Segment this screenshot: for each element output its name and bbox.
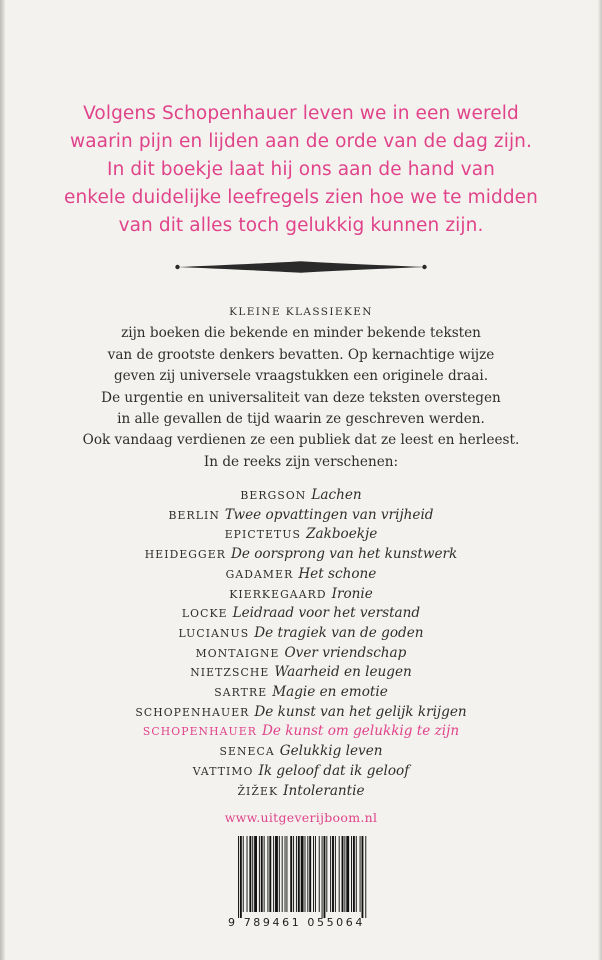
title-work: Ik geloof dat ik geloof [258, 762, 410, 779]
barcode-bar [247, 836, 248, 912]
barcode-bar [273, 836, 274, 912]
barcode-bar [342, 836, 344, 912]
barcode-bar [267, 836, 268, 912]
series-line: geven zij universele vraagstukken een originele draai. [113, 368, 489, 385]
title-work: Het schone [298, 565, 377, 582]
title-author: KIERKEGAARD [229, 587, 327, 601]
barcode-bar [313, 836, 314, 912]
title-author: VATTIMO [192, 764, 254, 778]
title-row [60, 506, 542, 526]
series-heading: KLEINE KLASSIEKEN [229, 306, 373, 318]
blurb-line: enkele duidelijke leefregels zien hoe we te midden [63, 187, 538, 208]
title-work: Lachen [311, 487, 362, 503]
barcode-bar [360, 836, 361, 912]
divider-ornament-icon [175, 258, 427, 276]
barcode-bar [307, 836, 308, 912]
barcode-bar [275, 836, 278, 912]
title-author: SCHOPENHAUER [142, 725, 257, 739]
title-row [60, 742, 542, 762]
blurb [40, 100, 562, 240]
barcode-bar [326, 836, 327, 912]
title-work: Leidraad voor het verstand [232, 605, 421, 622]
blurb-line: van dit alles toch gelukkig kunnen zijn. [118, 215, 484, 236]
title-author: GADAMER [225, 567, 294, 581]
title-list [60, 486, 542, 801]
barcode-bar [339, 836, 340, 912]
title-row [60, 624, 542, 644]
title-row [60, 545, 542, 565]
barcode-bar [305, 836, 306, 912]
series-line: De urgentie en universaliteit van deze teksten overstegen [101, 389, 501, 406]
blurb-line: Volgens Schopenhauer leven we in een wereld [83, 103, 519, 124]
title-work: Gelukkig leven [279, 743, 383, 760]
barcode-bar [252, 836, 253, 912]
barcode-bar [344, 836, 345, 912]
title-author: BERLIN [168, 508, 220, 522]
barcode-bar [332, 836, 334, 912]
title-row [60, 585, 542, 605]
barcode-bar [296, 836, 297, 912]
title-row [60, 703, 542, 723]
barcode-bar [259, 836, 260, 912]
title-row [60, 663, 542, 683]
title-row [60, 604, 542, 624]
title-author: SCHOPENHAUER [135, 705, 250, 719]
title-work: Ironie [331, 585, 373, 602]
barcode-bar [264, 836, 265, 912]
barcode-bar [254, 836, 257, 912]
title-work: Magie en emotie [272, 684, 388, 701]
barcode-bar [298, 836, 300, 912]
title-work: Twee opvattingen van vrijheid [224, 506, 434, 523]
barcode-bar [240, 836, 242, 918]
barcode-bar [238, 836, 239, 918]
barcode-bar [365, 836, 366, 918]
series-line: van de grootste denkers bevatten. Op kernachtige wijze [107, 346, 495, 363]
title-row [60, 782, 542, 802]
series-line: zijn boeken die bekende en minder bekende teksten [121, 325, 481, 342]
barcode-bar [362, 836, 364, 918]
title-author: BERGSON [240, 489, 307, 502]
title-work: De oorsprong van het kunstwerk [230, 546, 458, 563]
title-author: MONTAIGNE [195, 646, 280, 660]
title-author: SENECA [219, 745, 275, 759]
series-line: In de reeks zijn verschenen: [203, 453, 399, 470]
title-work: Over vriendschap [284, 644, 407, 661]
title-author: HEIDEGGER [144, 548, 226, 562]
publisher-url[interactable]: www.uitgeverijboom.nl [224, 810, 378, 825]
barcode-bar [315, 836, 316, 912]
isbn-digits: 9 789461 055064 [228, 916, 365, 929]
barcode-bar [356, 836, 357, 912]
barcode-bar [351, 836, 352, 912]
barcode-bar [330, 836, 331, 912]
title-work: Zakboekje [306, 526, 378, 543]
barcode-bar [293, 836, 294, 912]
barcode-bar [249, 836, 251, 912]
title-row [60, 525, 542, 545]
barcode-bar [279, 836, 280, 912]
title-author: NIETZSCHE [190, 666, 270, 680]
barcode-bar [286, 836, 287, 912]
barcode-bar [261, 836, 263, 912]
title-work: De kunst om gelukkig te zijn [261, 723, 460, 740]
title-work: Intolerantie [283, 782, 365, 799]
barcode-bar [285, 836, 286, 912]
title-row [60, 762, 542, 782]
barcode-bar [322, 836, 323, 918]
title-author: LOCKE [181, 607, 228, 621]
title-row [60, 486, 542, 506]
barcode-bar [346, 836, 349, 912]
barcode-bar [309, 836, 311, 912]
title-work: De kunst van het gelijk krijgen [254, 703, 467, 720]
title-row [60, 565, 542, 585]
title-author: LUCIANUS [178, 626, 250, 640]
title-row [60, 683, 542, 703]
title-author: ŽIŽEK [237, 784, 279, 798]
title-row [60, 722, 542, 742]
barcode-bar [290, 836, 292, 912]
title-work: Waarheid en leugen [274, 664, 412, 681]
barcode-bar [319, 836, 320, 912]
title-author: SARTRE [214, 686, 268, 700]
barcode-bar [324, 836, 326, 918]
barcode-bar [353, 836, 355, 912]
series-line: Ook vandaag verdienen ze een publiek dat ze leest en herleest. [82, 432, 520, 449]
barcode-bar [269, 836, 271, 912]
title-author: EPICTETUS [224, 528, 302, 542]
title-work: De tragiek van de goden [254, 624, 424, 641]
barcode-bar [282, 836, 283, 912]
series-description [60, 302, 542, 473]
blurb-line: In dit boekje laat hij ons aan de hand van [107, 159, 495, 180]
barcode-bar [335, 836, 336, 912]
title-row [60, 644, 542, 664]
series-line: in alle gevallen de tijd waarin ze geschreven werden. [117, 411, 485, 428]
blurb-line: waarin pijn en lijden aan de orde van de dag zijn. [69, 131, 532, 152]
barcode-bar [243, 836, 244, 912]
barcode-bar [301, 836, 304, 912]
